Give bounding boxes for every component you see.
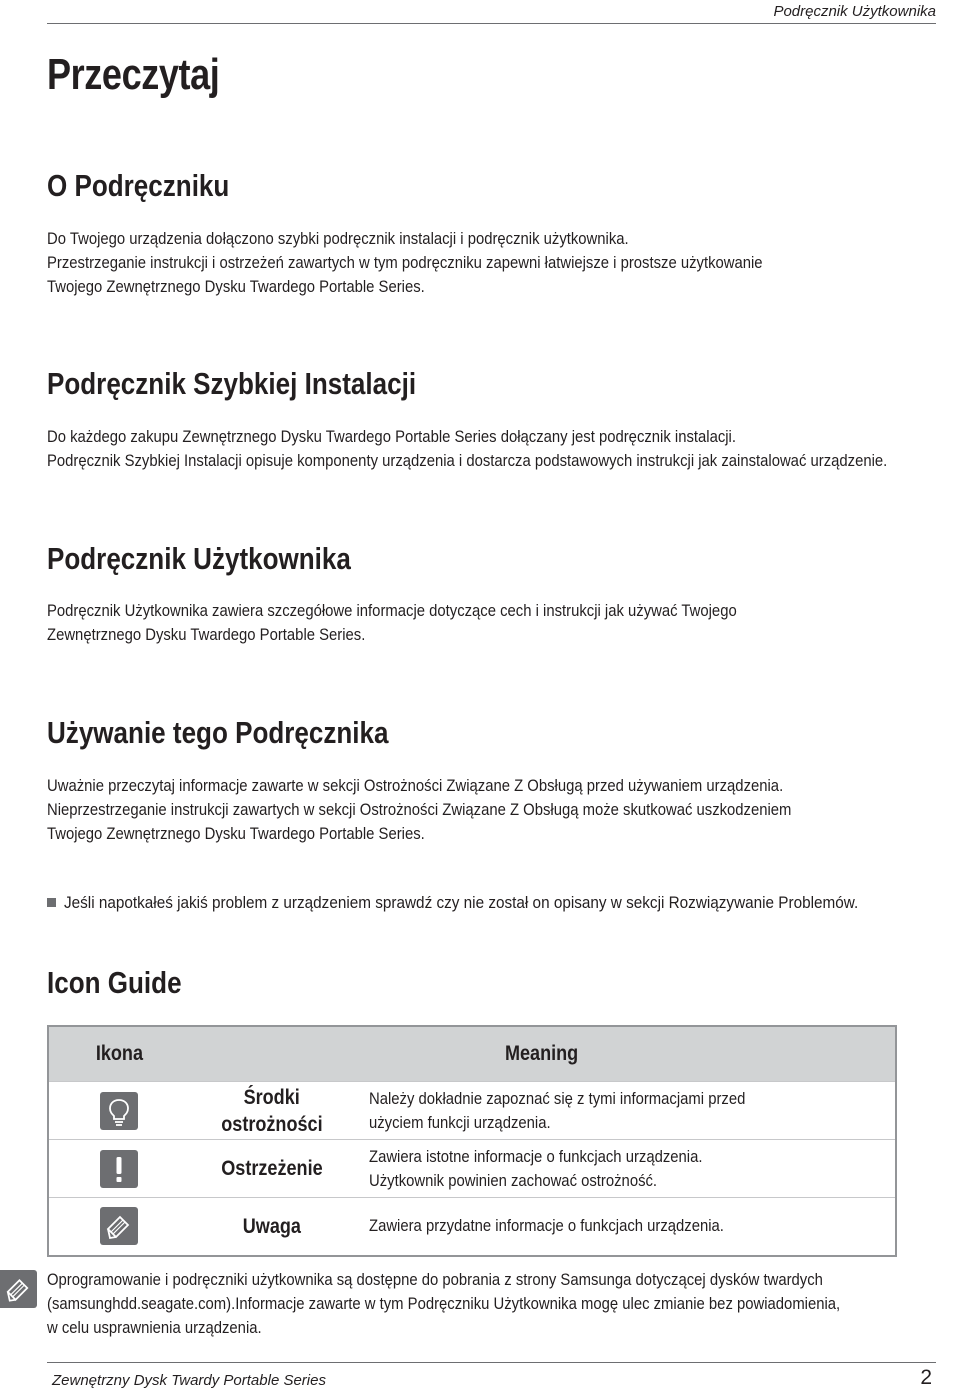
icon-label: Środki ostrożności	[189, 1082, 355, 1140]
icon-meaning: Zawiera istotne informacje o funkcjach urządzenia. Użytkownik powinien zachować ostrożność.	[355, 1140, 896, 1198]
pencil-note-icon	[0, 1270, 37, 1308]
icon-meaning: Zawiera przydatne informacje o funkcjach urządzenia.	[355, 1198, 896, 1256]
pencil-note-icon	[100, 1207, 138, 1245]
table-row	[48, 1140, 896, 1198]
section-heading: Podręcznik Szybkiej Instalacji	[47, 366, 417, 401]
icon-guide-table	[47, 1025, 897, 1257]
section-heading: Podręcznik Użytkownika	[47, 541, 351, 576]
page-title: Przeczytaj	[47, 50, 220, 99]
table-row	[48, 1082, 896, 1140]
note-text: Oprogramowanie i podręczniki użytkownika są dostępne do pobrania z strony Samsunga dotyczącej dysków twardych (samsunghdd.seagate.com).Informacje zawarte w tym Podręczniku Użytkownika mogę ulec zmianie bez powiadomienia, w celu usprawnienia urządzenia.	[47, 1271, 841, 1337]
footer-product: Zewnętrzny Dysk Twardy Portable Series	[52, 1372, 326, 1389]
exclamation-icon	[100, 1150, 138, 1188]
section-paragraph: Podręcznik Użytkownika zawiera szczegółowe informacje dotyczące cech i instrukcji jak używać Twojego Zewnętrznego Dysku Twardego Portable Series.	[47, 602, 737, 644]
section-paragraph: Do Twojego urządzenia dołączono szybki podręcznik instalacji i podręcznik użytkownika. Przestrzeganie instrukcji i ostrzeżeń zawartych w tym podręczniku zapewni łatwiejsze i prostsze użytkowanie Twojego Zewnętrznego Dysku Twardego Portable Series.	[47, 230, 763, 296]
icon-guide-heading: Icon Guide	[47, 965, 182, 1000]
icon-label: Uwaga	[189, 1198, 355, 1256]
header-rule	[47, 23, 936, 24]
table-header-row	[48, 1026, 896, 1082]
section-paragraph: Uważnie przeczytaj informacje zawarte w sekcji Ostrożności Związane Z Obsługą przed używaniem urządzenia. Nieprzestrzeganie instrukcji zawartych w sekcji Ostrożności Związane Z Obsługą może skutkować uszkodzeniem Twojego Zewnętrznego Dysku Twardego Portable Series.	[47, 777, 792, 843]
section-heading: O Podręczniku	[47, 168, 230, 203]
column-header-meaning: Meaning	[189, 1026, 896, 1082]
footer-rule	[47, 1362, 936, 1363]
icon-label: Ostrzeżenie	[189, 1140, 355, 1198]
page-number: 2	[920, 1366, 932, 1389]
table-row	[48, 1198, 896, 1256]
section-heading: Używanie tego Podręcznika	[47, 715, 389, 750]
section-paragraph: Do każdego zakupu Zewnętrznego Dysku Twardego Portable Series dołączany jest podręcznik instalacji. Podręcznik Szybkiej Instalacji opisuje komponenty urządzenia i dostarcza podstawowych instrukcji jak zainstalować urządzenie.	[47, 428, 888, 470]
icon-meaning: Należy dokładnie zapoznać się z tymi informacjami przed użyciem funkcji urządzenia.	[355, 1082, 896, 1140]
header-title: Podręcznik Użytkownika	[773, 3, 936, 20]
bullet-square-icon	[47, 898, 56, 907]
lightbulb-icon	[100, 1092, 138, 1130]
column-header-icon: Ikona	[48, 1026, 189, 1082]
bullet-text: Jeśli napotkałeś jakiś problem z urządzeniem sprawdź czy nie został on opisany w sekcji Rozwiązywanie Problemów.	[64, 893, 859, 912]
